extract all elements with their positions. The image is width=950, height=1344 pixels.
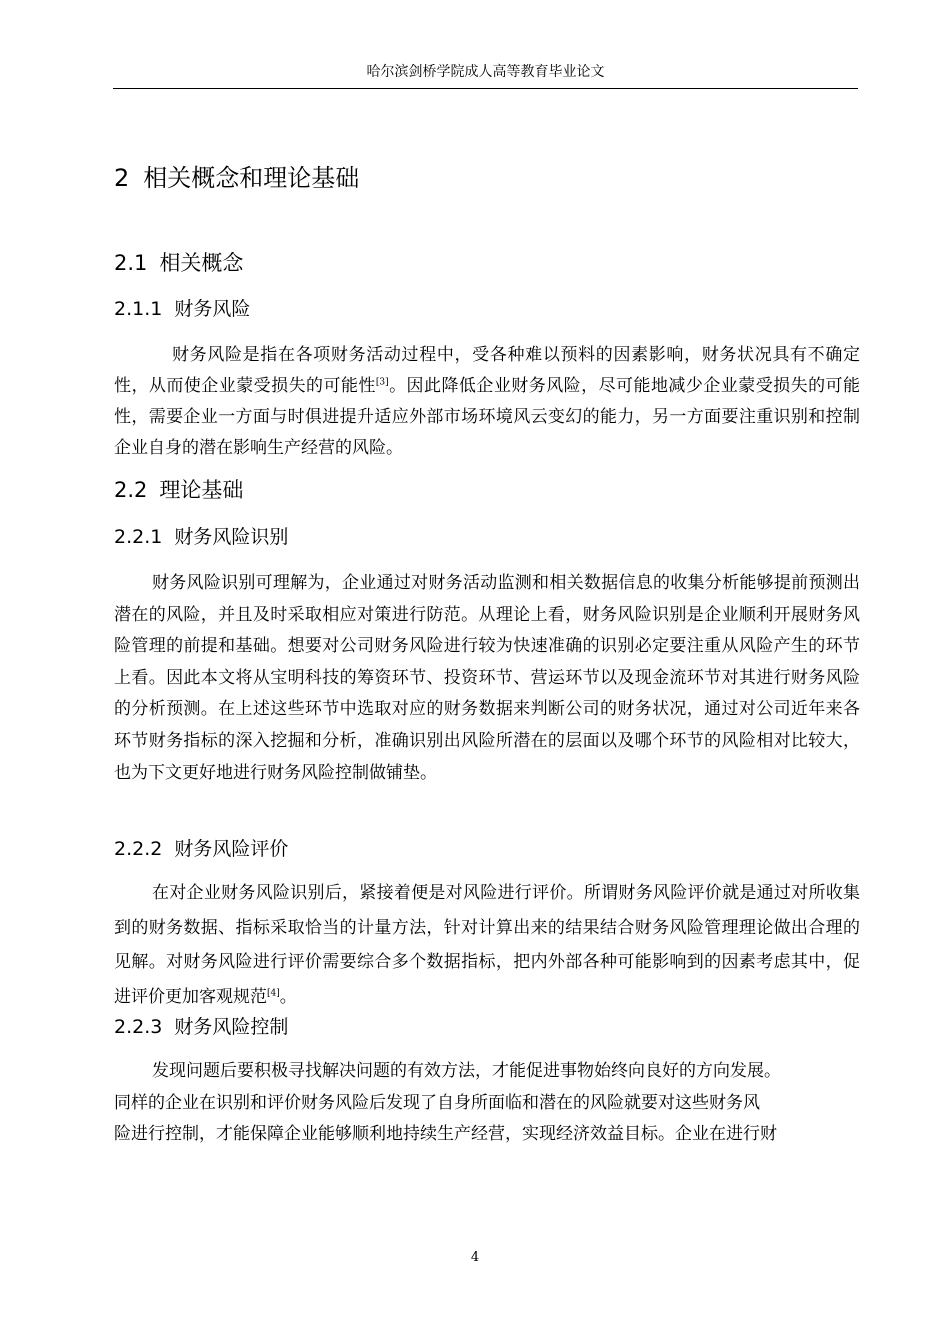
chapter-heading [114,162,359,194]
section-number: 2.1 [114,251,148,275]
subsection-heading-2-2-3 [114,1014,288,1040]
subsection-number: 2.2.1 [114,526,163,548]
paragraph-2-1-1 [114,340,860,464]
paragraph-line: 同样的企业在识别和评价财务风险后发现了自身所面临和潜在的风险就要对这些财务风 [114,1092,760,1113]
section-title: 理论基础 [159,478,244,502]
subsection-title: 财务风险识别 [174,526,289,548]
subsection-title: 财务风险控制 [174,1016,289,1038]
subsection-number: 2.2.3 [114,1016,163,1038]
paragraph-2-2-1: 财务风险识别可理解为，企业通过对财务活动监测和相关数据信息的收集分析能够提前预测出潜在的风险，并且及时采取相应对策进行防范。从理论上看，财务风险识别是企业顺利开展财务风险管理的前提和基础。想要对公司财务风险进行较为快速准确的识别必定要注重从风险产生的环节上看。因此本文将从宝明科技的筹资环节、投资环节、营运环节以及现金流环节对其进行财务风险的分析预测。在上述这些环节中选取对应的财务数据来判断公司的财务状况，通过对公司近年来各环节财务指标的深入挖掘和分析，准确识别出风险所潜在的层面以及哪个环节的风险相对比较大，也为下文更好地进行财务风险控制做铺垫。 [114,573,860,783]
subsection-title: 财务风险评价 [174,838,289,860]
paragraph-2-2-2 [114,876,860,1014]
section-number: 2.2 [114,478,148,502]
subsection-number: 2.1.1 [114,298,163,320]
paragraph-line: 险进行控制，才能保障企业能够顺利地持续生产经营，实现经济效益目标。企业在进行财 [114,1124,777,1144]
section-title: 相关概念 [159,251,244,275]
header-rule [113,88,858,89]
chapter-number: 2 [114,164,130,192]
section-heading-2-1 [114,249,243,277]
paragraph-line: 发现问题后要积极寻找解决问题的有效方法，才能促进事物始终向良好的方向发展。 [152,1061,781,1081]
paragraph-2-2-3 [114,1056,860,1151]
chapter-title: 相关概念和理论基础 [143,164,360,192]
paragraph-text-cont: 。因此降低企业财务风险，尽可能地减少企业蒙受损失的可能性，需要企业一方面与时俱进提升适应外部市场环境风云变幻的能力，另一方面要注重识别和控制企业自身的潜在影响生产经营的风险。 [114,376,860,458]
subsection-heading-2-1-1 [114,296,250,322]
citation-ref: [4] [267,987,280,998]
paragraph-text: 在对企业财务风险识别后，紧接着便是对风险进行评价。所谓财务风险评价就是通过对所收集到的财务数据、指标采取恰当的计量方法，针对计算出来的结果结合财务风险管理理论做出合理的见解。对财务风险进行评价需要综合多个数据指标，把内外部各种可能影响到的因素考虑其中，促进评价更加客观规范 [114,883,860,1007]
citation-ref: [3] [375,377,389,388]
paragraph-text: 财务风险是指在各项财务活动过程中，受各种难以预料的因素影响，财务状况具有不确定性，从而使企业蒙受损失的可能性 [114,345,860,396]
running-header: 哈尔滨剑桥学院成人高等教育毕业论文 [366,64,605,80]
subsection-heading-2-2-2 [114,836,288,862]
subsection-title: 财务风险 [174,298,251,320]
page-number: 4 [470,1250,480,1265]
paragraph-text-cont: 。 [279,986,297,1007]
subsection-heading-2-2-1 [114,524,288,550]
section-heading-2-2 [114,476,243,504]
subsection-number: 2.2.2 [114,838,163,860]
